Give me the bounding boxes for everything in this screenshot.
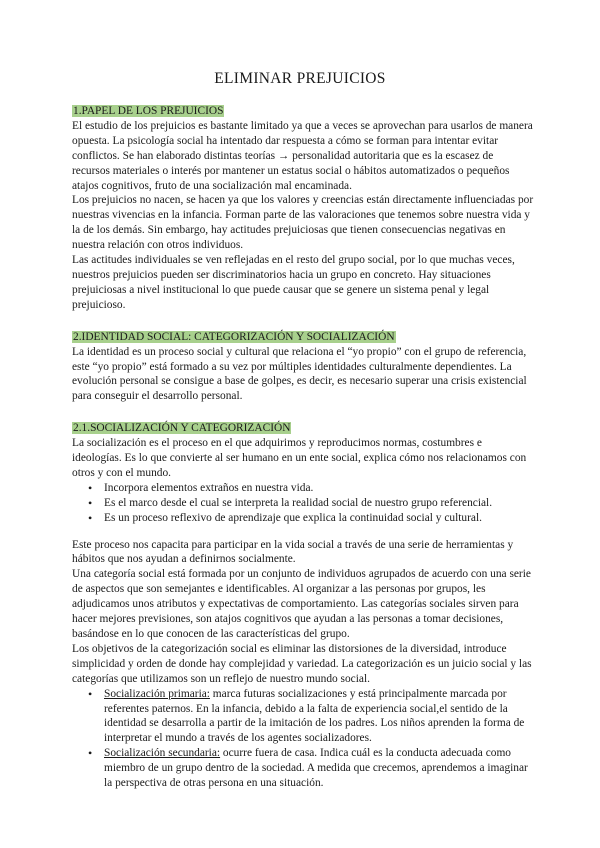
paragraph: Una categoría social está formada por un conjunto de individuos agrupados de acuerdo con una serie de aspectos que son semejantes e identificables. Al organizar a las personas por grupos, les adjudicamos unos atributos y expectativas de comportamiento. Las categorías sociales sirven para hacer mejores previsiones, son atajos cognitivos que ayudan a las personas a tomar decisiones, basándose en lo que conocen de las características del grupo. — [72, 568, 531, 640]
section-heading-papel-prejuicios — [72, 104, 534, 119]
term-description: marca futuras socializaciones y está principalmente marcada por referentes paternos. En la infancia, debido a la falta de experiencia social,el sentido de la identidad se desarrolla a partir de la imitación de los padres. Los niños aprenden la forma de interpretar el mundo a través de los agentes socializadores. — [104, 687, 525, 745]
heading-highlight: 2.IDENTIDAD SOCIAL: CATEGORIZACIÓN Y SOCIALIZACIÓN — [73, 330, 395, 343]
paragraph: Los prejuicios no nacen, se hacen ya que los valores y creencias están directamente influenciadas por nuestras vivencias en la infancia. Forman parte de las valoraciones que tenemos sobre nuestra vida y la de los demás. Sin embargo, hay actitudes prejuiciosas que tienen consecuencias negativas en nuestra relación con otros individuos. — [72, 194, 534, 252]
list-item: • Es un proceso reflexivo de aprendizaje que explica la continuidad social y cultural. — [104, 511, 534, 526]
section-heading-socializacion-categorizacion — [72, 421, 534, 436]
term-description: ocurre fuera de casa. Indica cuál es la conducta adecuada como miembro de un grupo dentro de la sociedad. A medida que crecemos, aprendemos a imaginar la perspectiva de otras persona en una situación. — [104, 747, 528, 790]
paragraph: Las actitudes individuales se ven reflejadas en el resto del grupo social, por lo que muchas veces, nuestros prejuicios pueden ser discriminatorios hacia un grupo en concreto. Hay situaciones prejuiciosas a nivel institucional lo que puede causar que se genere un sistema penal y legal prejuicioso. — [72, 254, 515, 311]
term-underlined: Socialización secundaria: — [104, 747, 221, 760]
section-heading-identidad-social — [72, 330, 534, 345]
list-item — [104, 687, 534, 747]
list-item: • Incorpora elementos extraños en nuestra vida. — [104, 481, 534, 496]
document-title: ELIMINAR PREJUICIOS — [214, 70, 386, 87]
heading-highlight: 2.1.SOCIALIZACIÓN Y CATEGORIZACIÓN — [73, 422, 291, 435]
bullet-list-socialization-types — [72, 687, 534, 791]
paragraph: La identidad es un proceso social y cultural que relaciona el “yo propio” con el grupo de referencia, este “yo propio” está formado a su vez por múltiples identidades culturalmente dependientes. La evolución personal se consigue a base de golpes, es decir, es necesario superar una crisis existencial para conseguir el desarrollo personal. — [72, 345, 527, 403]
document-body — [72, 104, 534, 791]
heading-highlight: 1.PAPEL DE LOS PREJUICIOS — [73, 105, 224, 117]
list-item — [104, 746, 534, 791]
term-underlined: Socialización primaria: — [104, 687, 210, 700]
paragraph: La socialización es el proceso en el que adquirimos y reproducimos normas, costumbres e ideologías. Es lo que convierte al ser humano en un ente social, explica cómo nos relacionamos con otros y con el mundo. — [72, 437, 527, 479]
bullet-list — [72, 481, 534, 526]
paragraph: Los objetivos de la categorización social es eliminar las distorsiones de la diversidad, introduce simplicidad y orden de donde hay complejidad y variedad. La categorización es un juicio social y las categorías que utilizamos son un reflejo de nuestro mundo social. — [72, 642, 532, 685]
paragraph: El estudio de los prejuicios es bastante limitado ya que a veces se aprovechan para usarlos de manera opuesta. La psicología social ha intentado dar respuesta a cómo se forman para intentar evitar conflictos. Se han elaborado distintas teorías → personalidad autoritaria que es la escasez de recursos materiales o interés por mantener un estatus social o hábitos automatizados o pequeños atajos cognitivos, fruto de una socialización mal encaminada. — [72, 119, 533, 192]
list-item: • Es el marco desde el cual se interpreta la realidad social de nuestro grupo referencial. — [104, 496, 534, 511]
paragraph: Este proceso nos capacita para participar en la vida social a través de una serie de herramientas y hábitos que nos ayudan a definirnos socialmente. — [72, 538, 514, 566]
